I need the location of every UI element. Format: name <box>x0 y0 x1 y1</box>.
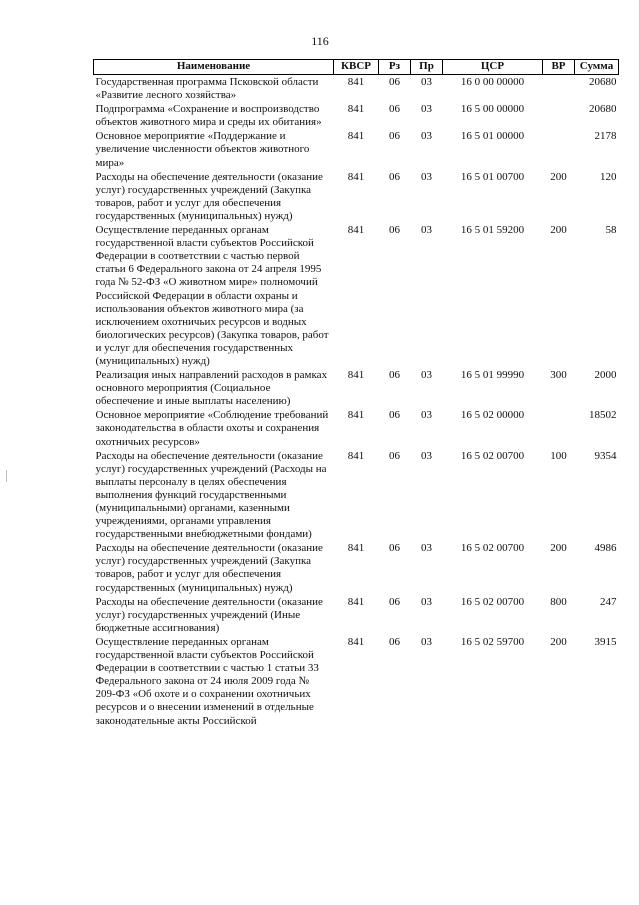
cell-vr: 300 <box>550 369 567 382</box>
table-row <box>94 541 619 594</box>
cell-vr <box>543 408 575 448</box>
cell-kvsr: 841 <box>347 224 365 237</box>
cell-rz: 06 <box>389 595 400 608</box>
cell-csr: 16 5 02 59700 <box>460 635 525 648</box>
cell-sum: 9354 <box>594 449 617 462</box>
cell-vr <box>543 129 575 169</box>
header-kvsr: КВСР <box>334 60 379 75</box>
header-csr: ЦСР <box>443 60 543 75</box>
cell-name: Расходы на обеспечение деятельности (оказание услуг) государственных учреждений (Закупка товаров, работ и услуг для обеспечения государственных (муниципальных) нужд) <box>95 542 323 594</box>
cell-name: Осуществление переданных органам государственной власти субъектов Российской Федерации в соответствии с частью первой статьи 6 Федерального закона от 24 апреля 1995 года № 52-ФЗ «О животном мире» полномочий Российской Федерации в области охраны и использования объектов животного мира (за исключением охотничьих ресурсов и водных биологических ресурсов) (Закупка товаров, работ и услуг для обеспечения государственных (муниципальных) нужд) <box>95 224 329 367</box>
cell-sum: 58 <box>605 224 617 237</box>
cell-rz: 06 <box>389 369 400 382</box>
cell-name: Расходы на обеспечение деятельности (оказание услуг) государственных учреждений (Закупка товаров, работ и услуг для обеспечения государственных (муниципальных) нужд) <box>95 170 323 222</box>
cell-csr: 16 5 01 99990 <box>460 369 525 382</box>
cell-sum: 3915 <box>594 635 617 648</box>
cell-sum: 20680 <box>589 76 617 88</box>
cell-rz: 06 <box>389 170 400 183</box>
cell-sum: 247 <box>600 595 617 608</box>
cell-vr <box>543 102 575 129</box>
cell-name: Основное мероприятие «Поддержание и увеличение численности объектов животного мира» <box>95 130 310 169</box>
cell-csr: 16 5 00 00000 <box>460 103 525 116</box>
cell-csr: 16 0 00 00000 <box>460 76 525 88</box>
cell-name: Осуществление переданных органам государственной власти субъектов Российской Федерации в соответствии с частью 1 статьи 33 Федерального закона от 24 июля 2009 года № 209-ФЗ «Об охоте и о сохранении охотничьих ресурсов и о внесении изменений в отдельные законодательные акты Российской <box>95 635 319 727</box>
cell-kvsr: 841 <box>347 369 365 382</box>
budget-table <box>93 59 619 728</box>
cell-rz: 06 <box>389 130 400 143</box>
table-row <box>94 635 619 728</box>
cell-name: Государственная программа Псковской области «Развитие лесного хозяйства» <box>95 76 319 102</box>
cell-rz: 06 <box>389 224 400 237</box>
cell-csr: 16 5 01 00700 <box>460 170 525 183</box>
cell-rz: 06 <box>389 409 400 422</box>
cell-name: Реализация иных направлений расходов в рамках основного мероприятия (Социальное обеспечение и иные выплаты населению) <box>95 369 328 408</box>
scan-mark <box>6 470 7 482</box>
cell-vr: 200 <box>550 635 567 648</box>
cell-name: Основное мероприятие «Соблюдение требований законодательства в области охоты и сохранения охотничьих ресурсов» <box>95 409 329 448</box>
cell-pr: 03 <box>421 76 432 88</box>
cell-kvsr: 841 <box>347 595 365 608</box>
cell-csr: 16 5 02 00000 <box>460 409 525 422</box>
cell-pr: 03 <box>421 369 432 382</box>
cell-csr: 16 5 01 59200 <box>460 224 525 237</box>
header-rz: Рз <box>379 60 411 75</box>
cell-sum: 2000 <box>594 369 617 382</box>
cell-name: Расходы на обеспечение деятельности (оказание услуг) государственных учреждений (Расходы на выплаты персоналу в целях обеспечения выполнения функций государственными (муниципальными) органами, казенными учреждениями, органами управления государственными внебюджетными фондами) <box>95 449 327 541</box>
table-row <box>94 449 619 542</box>
cell-csr: 16 5 02 00700 <box>460 595 525 608</box>
cell-pr: 03 <box>421 635 432 648</box>
cell-kvsr: 841 <box>347 635 365 648</box>
table-row <box>94 102 619 129</box>
cell-sum: 20680 <box>589 103 617 116</box>
header-pr: Пр <box>411 60 443 75</box>
cell-vr: 200 <box>550 224 567 237</box>
table-row <box>94 170 619 223</box>
table-row <box>94 75 619 103</box>
table-header-row <box>94 60 619 75</box>
table-row <box>94 408 619 448</box>
table-row <box>94 368 619 408</box>
header-sum: Сумма <box>575 60 619 75</box>
table-row <box>94 595 619 635</box>
cell-kvsr: 841 <box>347 103 365 116</box>
cell-vr <box>543 75 575 103</box>
cell-sum: 2178 <box>594 130 617 143</box>
cell-pr: 03 <box>421 595 432 608</box>
cell-name: Расходы на обеспечение деятельности (оказание услуг) государственных учреждений (Иные бюджетные ассигнования) <box>95 595 323 634</box>
cell-pr: 03 <box>421 409 432 422</box>
cell-sum: 120 <box>600 170 617 183</box>
page-number: 116 <box>311 34 329 48</box>
header-vr: ВР <box>543 60 575 75</box>
cell-rz: 06 <box>389 542 400 555</box>
cell-rz: 06 <box>389 76 400 88</box>
cell-pr: 03 <box>421 224 432 237</box>
cell-vr: 100 <box>550 449 567 462</box>
table-row <box>94 129 619 169</box>
cell-kvsr: 841 <box>347 409 365 422</box>
cell-csr: 16 5 02 00700 <box>460 449 525 462</box>
cell-kvsr: 841 <box>347 542 365 555</box>
cell-sum: 18502 <box>589 409 617 422</box>
cell-sum: 4986 <box>594 542 617 555</box>
cell-pr: 03 <box>421 170 432 183</box>
cell-pr: 03 <box>421 103 432 116</box>
cell-csr: 16 5 01 00000 <box>460 130 525 143</box>
header-name: Наименование <box>94 60 334 75</box>
cell-rz: 06 <box>389 103 400 116</box>
cell-pr: 03 <box>421 130 432 143</box>
cell-vr: 200 <box>550 170 567 183</box>
cell-kvsr: 841 <box>347 76 365 88</box>
cell-kvsr: 841 <box>347 130 365 143</box>
cell-pr: 03 <box>421 449 432 462</box>
cell-rz: 06 <box>389 635 400 648</box>
cell-vr: 200 <box>550 542 567 555</box>
cell-rz: 06 <box>389 449 400 462</box>
cell-kvsr: 841 <box>347 449 365 462</box>
cell-vr: 800 <box>550 595 567 608</box>
table-row <box>94 223 619 368</box>
cell-pr: 03 <box>421 542 432 555</box>
cell-name: Подпрограмма «Сохранение и воспроизводство объектов животного мира и среды их обитания» <box>95 103 322 129</box>
cell-csr: 16 5 02 00700 <box>460 542 525 555</box>
cell-kvsr: 841 <box>347 170 365 183</box>
